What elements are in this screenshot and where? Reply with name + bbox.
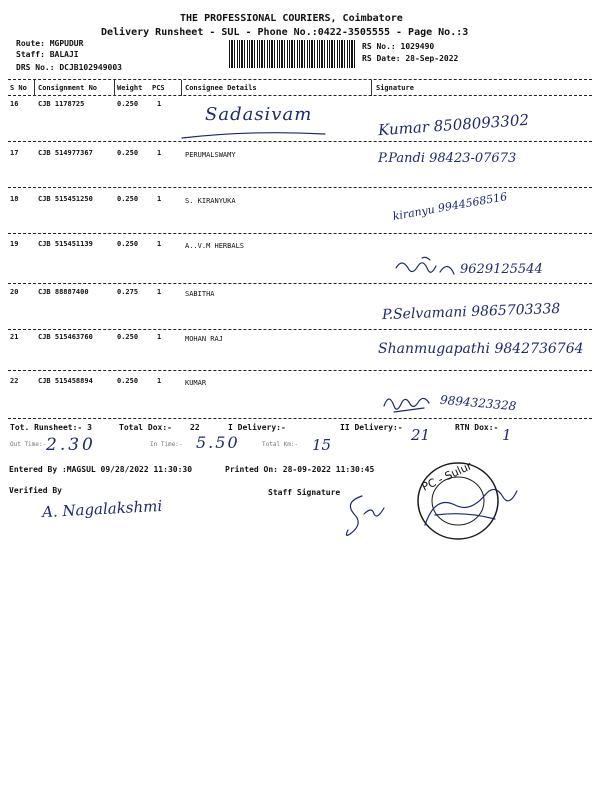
ii-delivery-value: 21: [411, 426, 431, 444]
row-consignment-no: CJB 515463760: [38, 333, 93, 341]
consignee-details: MOHAN RAJ: [185, 335, 223, 343]
row-pcs: 1: [157, 100, 162, 108]
km-value: 15: [312, 436, 332, 454]
total-runsheet: Tot. Runsheet:- 3: [10, 423, 92, 432]
rtn-dox-value: 1: [502, 426, 512, 444]
signature-handwriting: P.Selvamani 9865703338: [381, 300, 561, 324]
rtn-dox-label: RTN Dox:-: [455, 423, 499, 432]
signature-handwriting: P.Pandi 98423-07673: [378, 151, 517, 166]
row-pcs: 1: [157, 195, 162, 203]
column-divider: [114, 80, 115, 96]
total-dox-value: 22: [190, 423, 200, 432]
row-separator: [8, 233, 592, 234]
row-sno: 20: [10, 288, 19, 296]
route-label: Route: MGPUDUR: [16, 39, 84, 48]
row-separator: [8, 370, 592, 371]
consignee-details: SABITHA: [185, 290, 215, 298]
row-sno: 18: [10, 195, 19, 203]
column-divider: [371, 80, 372, 96]
row-pcs: 1: [157, 333, 162, 341]
table-bottom-line: [8, 418, 592, 419]
entered-by: Entered By :MAGSUL 09/28/2022 11:30:30: [9, 465, 193, 474]
table-top-line: [8, 79, 592, 80]
row-weight: 0.275: [117, 288, 139, 296]
staff-signature-scribble: [340, 490, 390, 545]
row-weight: 0.250: [117, 149, 139, 157]
stamp-signature-scribble: [415, 475, 525, 535]
row-weight: 0.250: [117, 240, 139, 248]
row-consignment-no: CJB 515458894: [38, 377, 93, 385]
row-weight: 0.250: [117, 333, 139, 341]
i-delivery-label: I Delivery:-: [228, 423, 286, 432]
row-pcs: 1: [157, 377, 162, 385]
verified-signature: A. Nagalakshmi: [41, 496, 163, 522]
verified-by-label: Verified By: [9, 486, 62, 495]
rs-date: RS Date: 28-Sep-2022: [362, 54, 459, 63]
column-header-consignee: Consignee Details: [185, 84, 257, 92]
row-separator: [8, 141, 592, 142]
tamil-signature-scribble: [392, 254, 462, 284]
consignee-details: S. KIRANYUKA: [185, 197, 236, 205]
row-consignment-no: CJB 515451139: [38, 240, 93, 248]
column-divider: [181, 80, 182, 96]
consignee-details: PERUMALSWAMY: [185, 151, 236, 159]
rs-number: RS No.: 1029490: [362, 42, 435, 51]
consignee-underline: [180, 126, 330, 146]
signature-handwriting: Kumar 8508093302: [377, 110, 530, 140]
row-pcs: 1: [157, 240, 162, 248]
staff-signature-label: Staff Signature: [268, 488, 341, 497]
out-time-label: Out Time:-: [10, 441, 47, 448]
row-consignment-no: CJB 88887400: [38, 288, 89, 296]
column-header-signature: Signature: [376, 84, 414, 92]
header-bottom-line: [8, 95, 592, 96]
row-consignment-no: CJB 514977367: [38, 149, 93, 157]
signature-handwriting: 9629125544: [460, 262, 543, 277]
row-sno: 21: [10, 333, 19, 341]
column-header-weight: Weight: [117, 84, 143, 92]
stamp-text: PC - Sulur: [419, 459, 475, 494]
total-dox-label: Total Dox:-: [119, 423, 172, 432]
staff-label: Staff: BALAJI: [16, 50, 79, 59]
in-time-label: In Time:-: [150, 441, 183, 448]
column-header-sno: S No: [10, 84, 27, 92]
out-time-value: 2.30: [46, 435, 96, 455]
signature-handwriting: kiranyu 9944568516: [391, 190, 509, 223]
row-separator: [8, 329, 592, 330]
row-weight: 0.250: [117, 195, 139, 203]
row-sno: 22: [10, 377, 19, 385]
runsheet-title: THE PROFESSIONAL COURIERS, Coimbatore: [180, 13, 403, 24]
row-consignment-no: CJB 1178725: [38, 100, 85, 108]
row-pcs: 1: [157, 288, 162, 296]
column-divider: [34, 80, 35, 96]
consignee-details: A..V.M HERBALS: [185, 242, 245, 250]
consignee-details: KUMAR: [185, 379, 207, 387]
row-sno: 19: [10, 240, 19, 248]
signature-handwriting: Shanmugapathi 9842736764: [378, 341, 584, 357]
row-sno: 17: [10, 149, 19, 157]
signature-scribble: [380, 390, 440, 416]
row-separator: [8, 283, 592, 284]
printed-on: Printed On: 28-09-2022 11:30:45: [225, 465, 375, 474]
column-header-pcs: PCS: [152, 84, 165, 92]
km-label: Total Km:-: [262, 441, 299, 448]
row-consignment-no: CJB 515451250: [38, 195, 93, 203]
drs-number: DRS No.: DCJB102949003: [16, 63, 122, 72]
barcode: [229, 40, 355, 68]
consignee-handwriting: Sadasivam: [205, 104, 313, 125]
column-header-consignment: Consignment No: [38, 84, 98, 92]
in-time-value: 5.50: [196, 433, 240, 452]
row-weight: 0.250: [117, 377, 139, 385]
row-separator: [8, 187, 592, 188]
row-pcs: 1: [157, 149, 162, 157]
runsheet-subtitle: Delivery Runsheet - SUL - Phone No.:0422-3505555 - Page No.:3: [101, 27, 469, 38]
row-weight: 0.250: [117, 100, 139, 108]
row-sno: 16: [10, 100, 19, 108]
ii-delivery-label: II Delivery:-: [340, 423, 403, 432]
signature-handwriting: 9894323328: [439, 392, 517, 414]
